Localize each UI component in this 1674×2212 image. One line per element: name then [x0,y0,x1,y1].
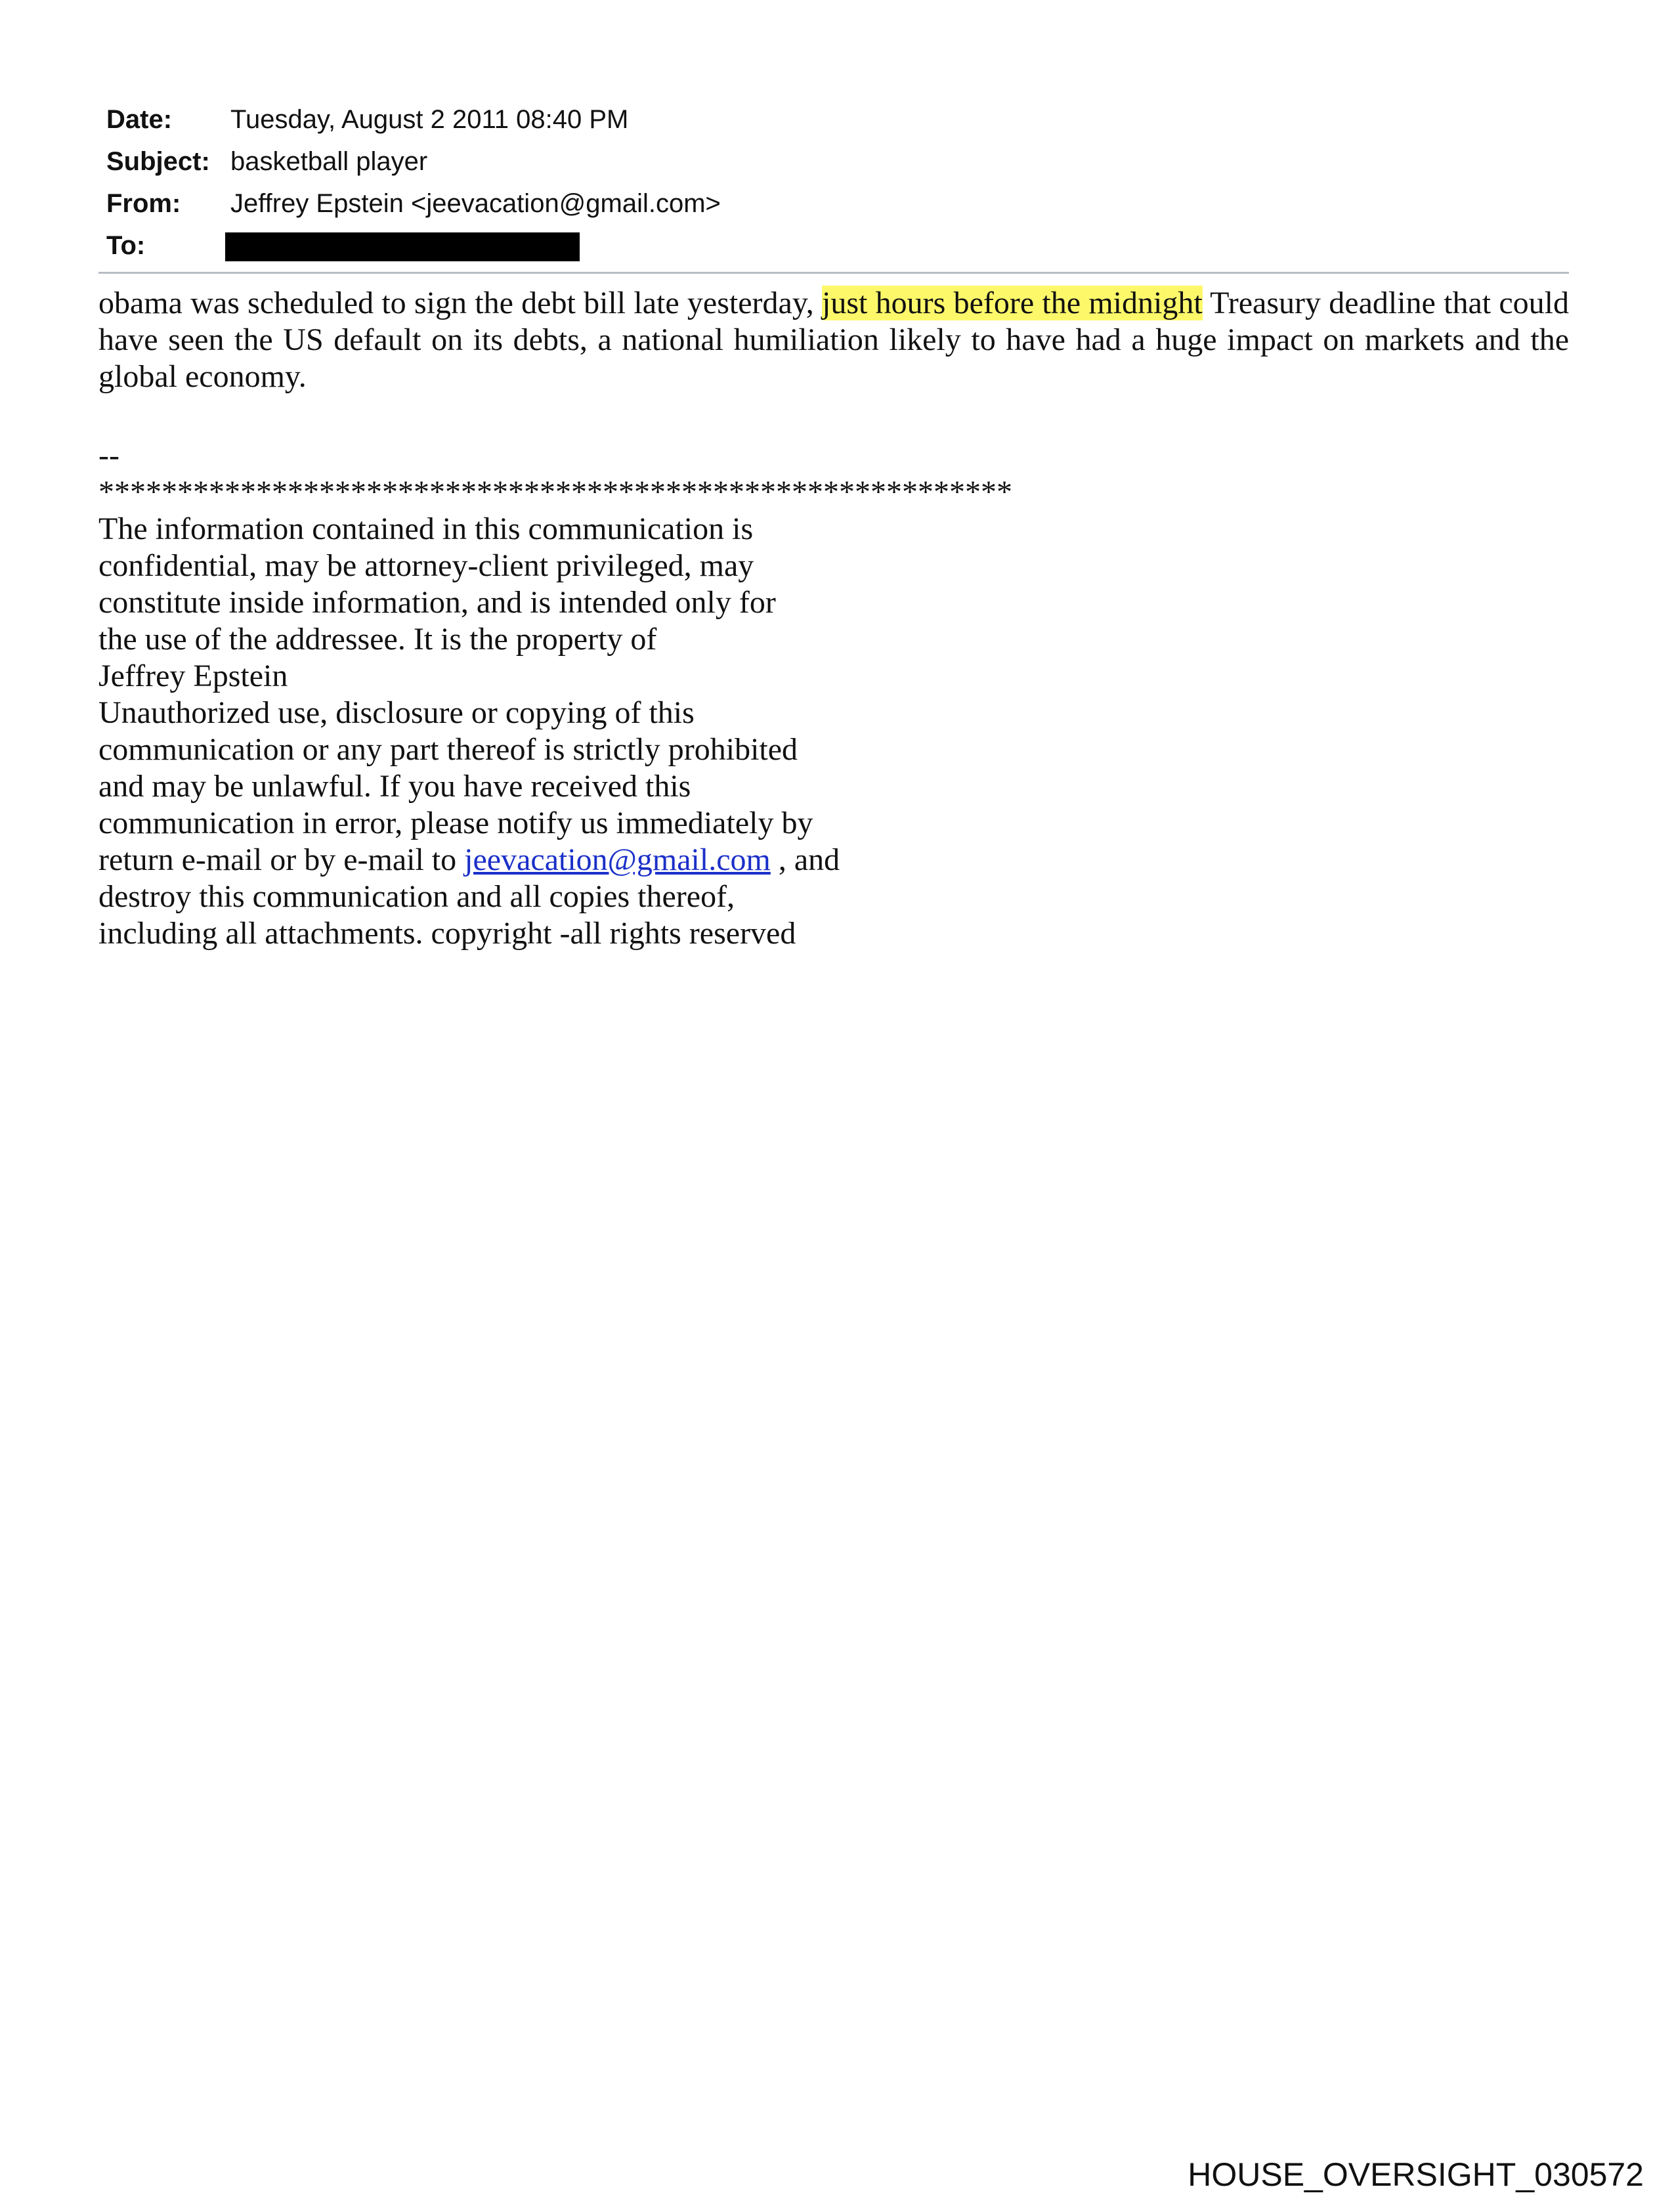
disclaimer-line: communication or any part thereof is strictly prohibited [98,732,798,767]
date-label: Date: [106,105,173,134]
redaction-bar [225,232,580,261]
disclaimer-line: and may be unlawful. If you have received this [98,769,691,804]
disclaimer-line: The information contained in this communication is [98,511,754,546]
body-paragraph [98,285,1569,395]
from-label: From: [106,189,181,218]
body-text-start: obama was scheduled to sign the debt bill late yesterday, [98,286,822,320]
date-row [106,98,1572,141]
disclaimer-line: Jeffrey Epstein [98,659,288,693]
disclaimer-line: destroy this communication and all copies thereof, [98,879,735,914]
disclaimer-line: communication in error, please notify us immediately by [98,806,813,840]
disclaimer-line: Unauthorized use, disclosure or copying of this [98,695,695,730]
bates-number: HOUSE_OVERSIGHT_030572 [1188,2156,1644,2193]
body-text-end: Treasury deadline that could have seen the US default on its debts, a national humiliation likely to have had a huge impact on markets and the global economy. [98,286,1570,394]
subject-row [106,141,1572,183]
subject-value: basketball player [230,147,428,176]
disclaimer-line: the use of the addressee. It is the property of [98,622,657,657]
from-value: Jeffrey Epstein <jeevacation@gmail.com> [230,189,721,218]
date-value: Tuesday, August 2 2011 08:40 PM [230,105,629,134]
signature-dashes: -- [98,438,119,473]
subject-label: Subject: [106,147,210,176]
disclaimer-return-line [98,842,1012,878]
signature-stars: ********************************************************** [98,475,1012,510]
return-line-text: return e-mail or by e-mail to [98,842,465,877]
disclaimer-line: including all attachments. copyright -all rights reserved [98,916,796,951]
header-divider [98,272,1569,274]
highlighted-text: just hours before the midnight [822,286,1203,320]
from-row [106,183,1572,225]
signature-block [98,437,1012,952]
disclaimer-line: confidential, may be attorney-client privileged, may [98,548,754,583]
email-link[interactable]: jeevacation@gmail.com [464,842,771,877]
to-row [106,225,1572,267]
disclaimer-line: constitute inside information, and is intended only for [98,585,776,620]
to-label: To: [106,231,146,260]
return-line-suffix: , and [770,842,840,877]
email-header [106,98,1572,267]
email-body [98,285,1569,395]
